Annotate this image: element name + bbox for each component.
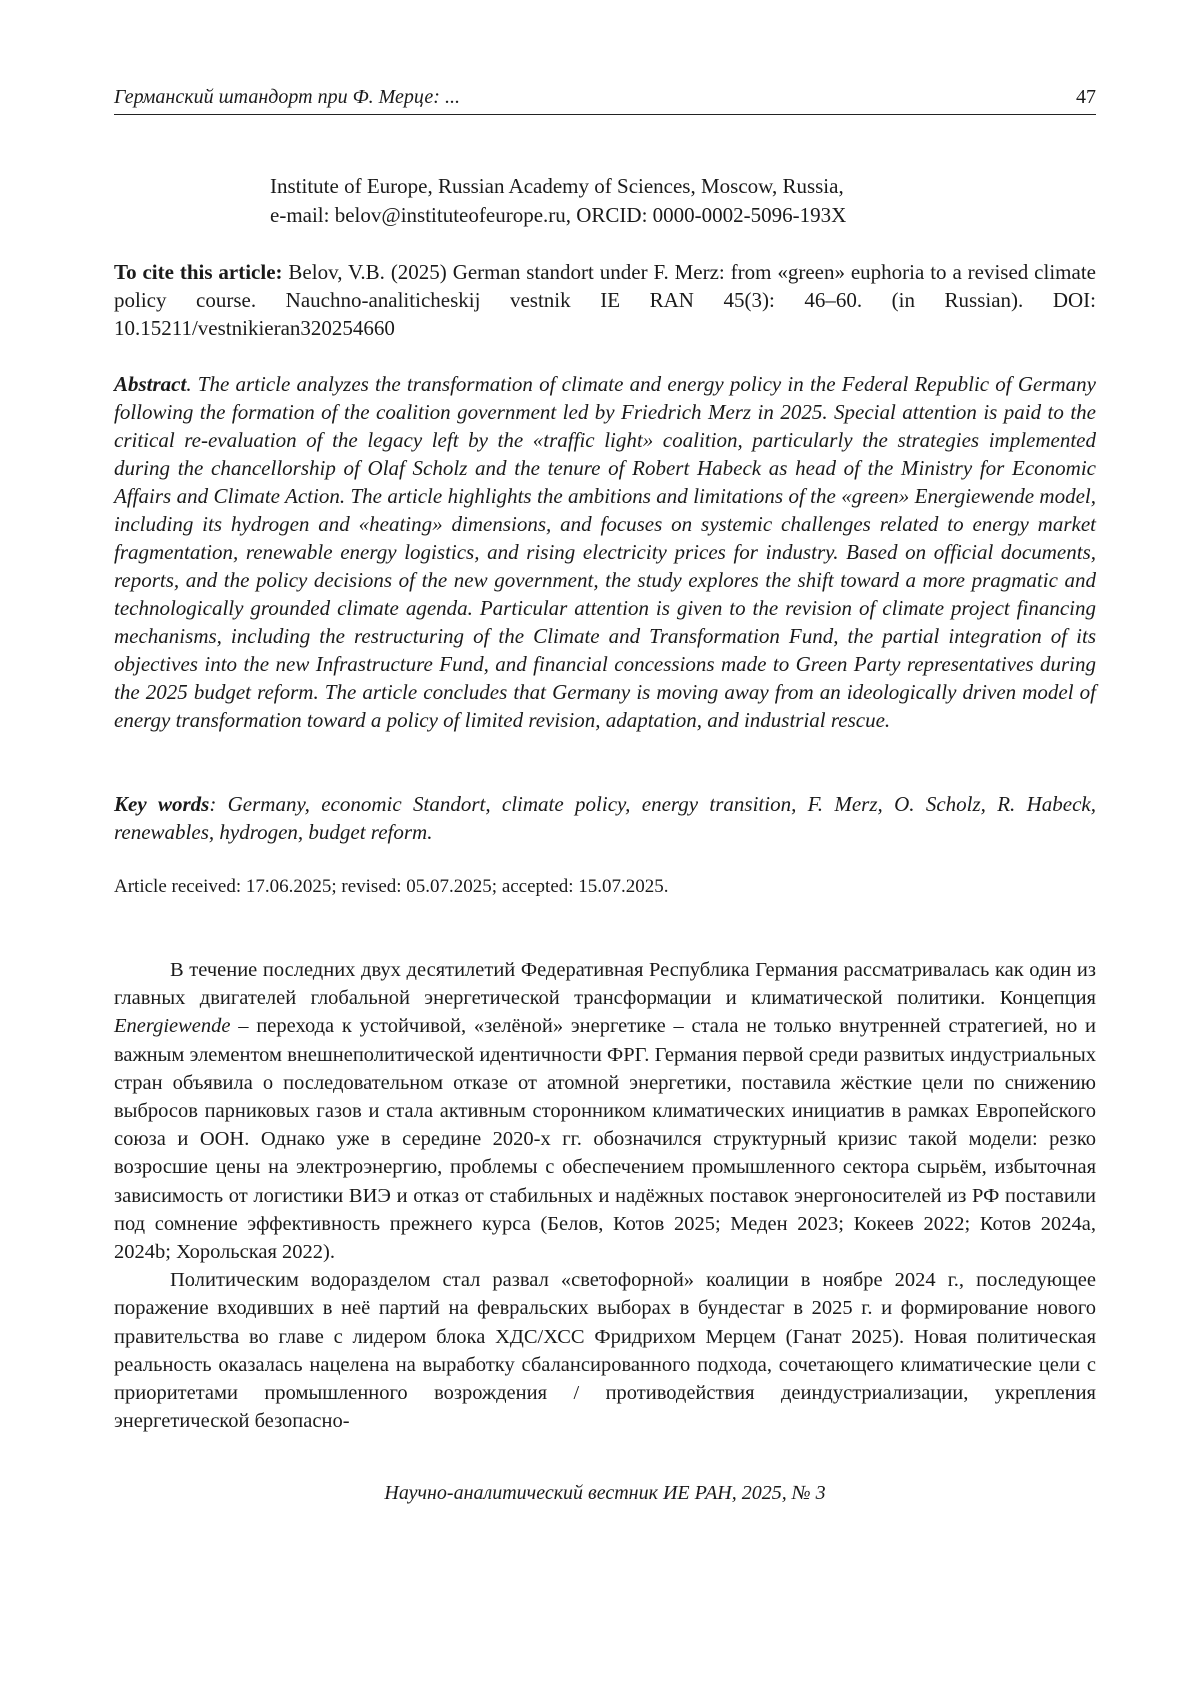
affiliation-institution: Institute of Europe, Russian Academy of Sciences, Moscow, Russia, xyxy=(270,174,844,198)
abstract-block xyxy=(114,370,1096,734)
citation-text: Belov, V.B. (2025) German standort under F. Merz: from «green» euphoria to a revised climate policy course. Nauchno-analiticheskij vestnik IE RAN 45(3): 46–60. (in Russian). DOI: 10.15211/vestnikieran320254660 xyxy=(114,260,1096,340)
page-header xyxy=(114,84,1096,115)
body-paragraph-2: Политическим водоразделом стал развал «светофорной» коалиции в ноябре 2024 г., последующее поражение входивших в неё партий на февральских выборах в бундестаг в 2025 г. и формирование нового правительства во главе с лидером блока ХДС/ХСС Фридрихом Мерцем (Ганат 2025). Новая политическая реальность оказалась нацелена на выработку сбалансированного подхода, сочетающего климатические цели с приоритетами промышленного возрождения / противодействия деиндустриализации, укрепления энергетической безопасно- xyxy=(114,1269,1096,1433)
affiliation-contact: e-mail: belov@instituteofeurope.ru, ORCID: 0000-0002-5096-193X xyxy=(270,203,847,227)
article-dates: Article received: 17.06.2025; revised: 05.07.2025; accepted: 15.07.2025. xyxy=(114,876,669,897)
body-paragraph-1-start: В течение последних двух десятилетий Федеративная Республика Германия рассматривалась как один из главных двигателей глобальной энергетической трансформации и климатической политики. Концепция xyxy=(114,959,1096,1010)
abstract-label: Abstract xyxy=(114,372,187,396)
page-footer: Научно-аналитический вестник ИЕ РАН, 2025, № 3 xyxy=(384,1482,826,1504)
keywords-block xyxy=(114,790,1096,846)
keywords-text: : Germany, economic Standort, climate policy, energy transition, F. Merz, O. Scholz, R. Habeck, renewables, hydrogen, budget reform. xyxy=(114,792,1097,844)
citation-block xyxy=(114,258,1096,342)
running-title: Германский штандорт при Ф. Мерце: ... xyxy=(114,86,460,108)
author-affiliation xyxy=(270,172,1070,230)
body-paragraph-1-rest: – перехода к устойчивой, «зелёной» энергетике – стала не только внутренней стратегией, но и важным элементом внешнеполитической идентичности ФРГ. Германия первой среди развитых индустриальных стран объявила о последовательном отказе от атомной энергетики, поставила жёсткие цели по снижению выбросов парниковых газов и стала активным сторонником климатических инициатив в рамках Европейского союза и ООН. Однако уже в середине 2020-х гг. обозначился структурный кризис такой модели: резко возросшие цены на электроэнергию, проблемы с обеспечением промышленного сектора сырьём, избыточная зависимость от логистики ВИЭ и отказ от стабильных и надёжных поставок энергоносителей из РФ поставили под сомнение эффективность прежнего курса (Белов, Котов 2025; Меден 2023; Кокеев 2022; Котов 2024a, 2024b; Хорольская 2022). xyxy=(114,1015,1096,1264)
keywords-label: Key words xyxy=(114,792,210,816)
citation-label: To cite this article: xyxy=(114,260,283,284)
abstract-text: . The article analyzes the transformation of climate and energy policy in the Federal Republic of Germany following the formation of the coalition government led by Friedrich Merz in 2025. Special attention is paid to the critical re-evaluation of the legacy left by the «traffic light» coalition, particularly the strategies implemented during the chancellorship of Olaf Scholz and the tenure of Robert Habeck as head of the Ministry for Economic Affairs and Climate Action. The article highlights the ambitions and limitations of the «green» Energiewende model, including its hydrogen and «heating» dimensions, and focuses on systemic challenges related to energy market fragmentation, renewable energy logistics, and rising electricity prices for industry. Based on official documents, reports, and the policy decisions of the new government, the study explores the shift toward a more pragmatic and technologically grounded climate agenda. Particular attention is given to the revision of climate project financing mechanisms, including the restructuring of the Climate and Transformation Fund, the partial integration of its objectives into the new Infrastructure Fund, and financial concessions made to Green Party representatives during the 2025 budget reform. The article concludes that Germany is moving away from an ideologically driven model of energy transformation toward a policy of limited revision, adaptation, and industrial rescue. xyxy=(114,372,1096,732)
page-number: 47 xyxy=(1076,86,1096,108)
body-paragraph-1 xyxy=(114,956,1096,1266)
energiewende-term: Energiewende xyxy=(114,1015,231,1038)
article-body xyxy=(114,956,1096,1435)
